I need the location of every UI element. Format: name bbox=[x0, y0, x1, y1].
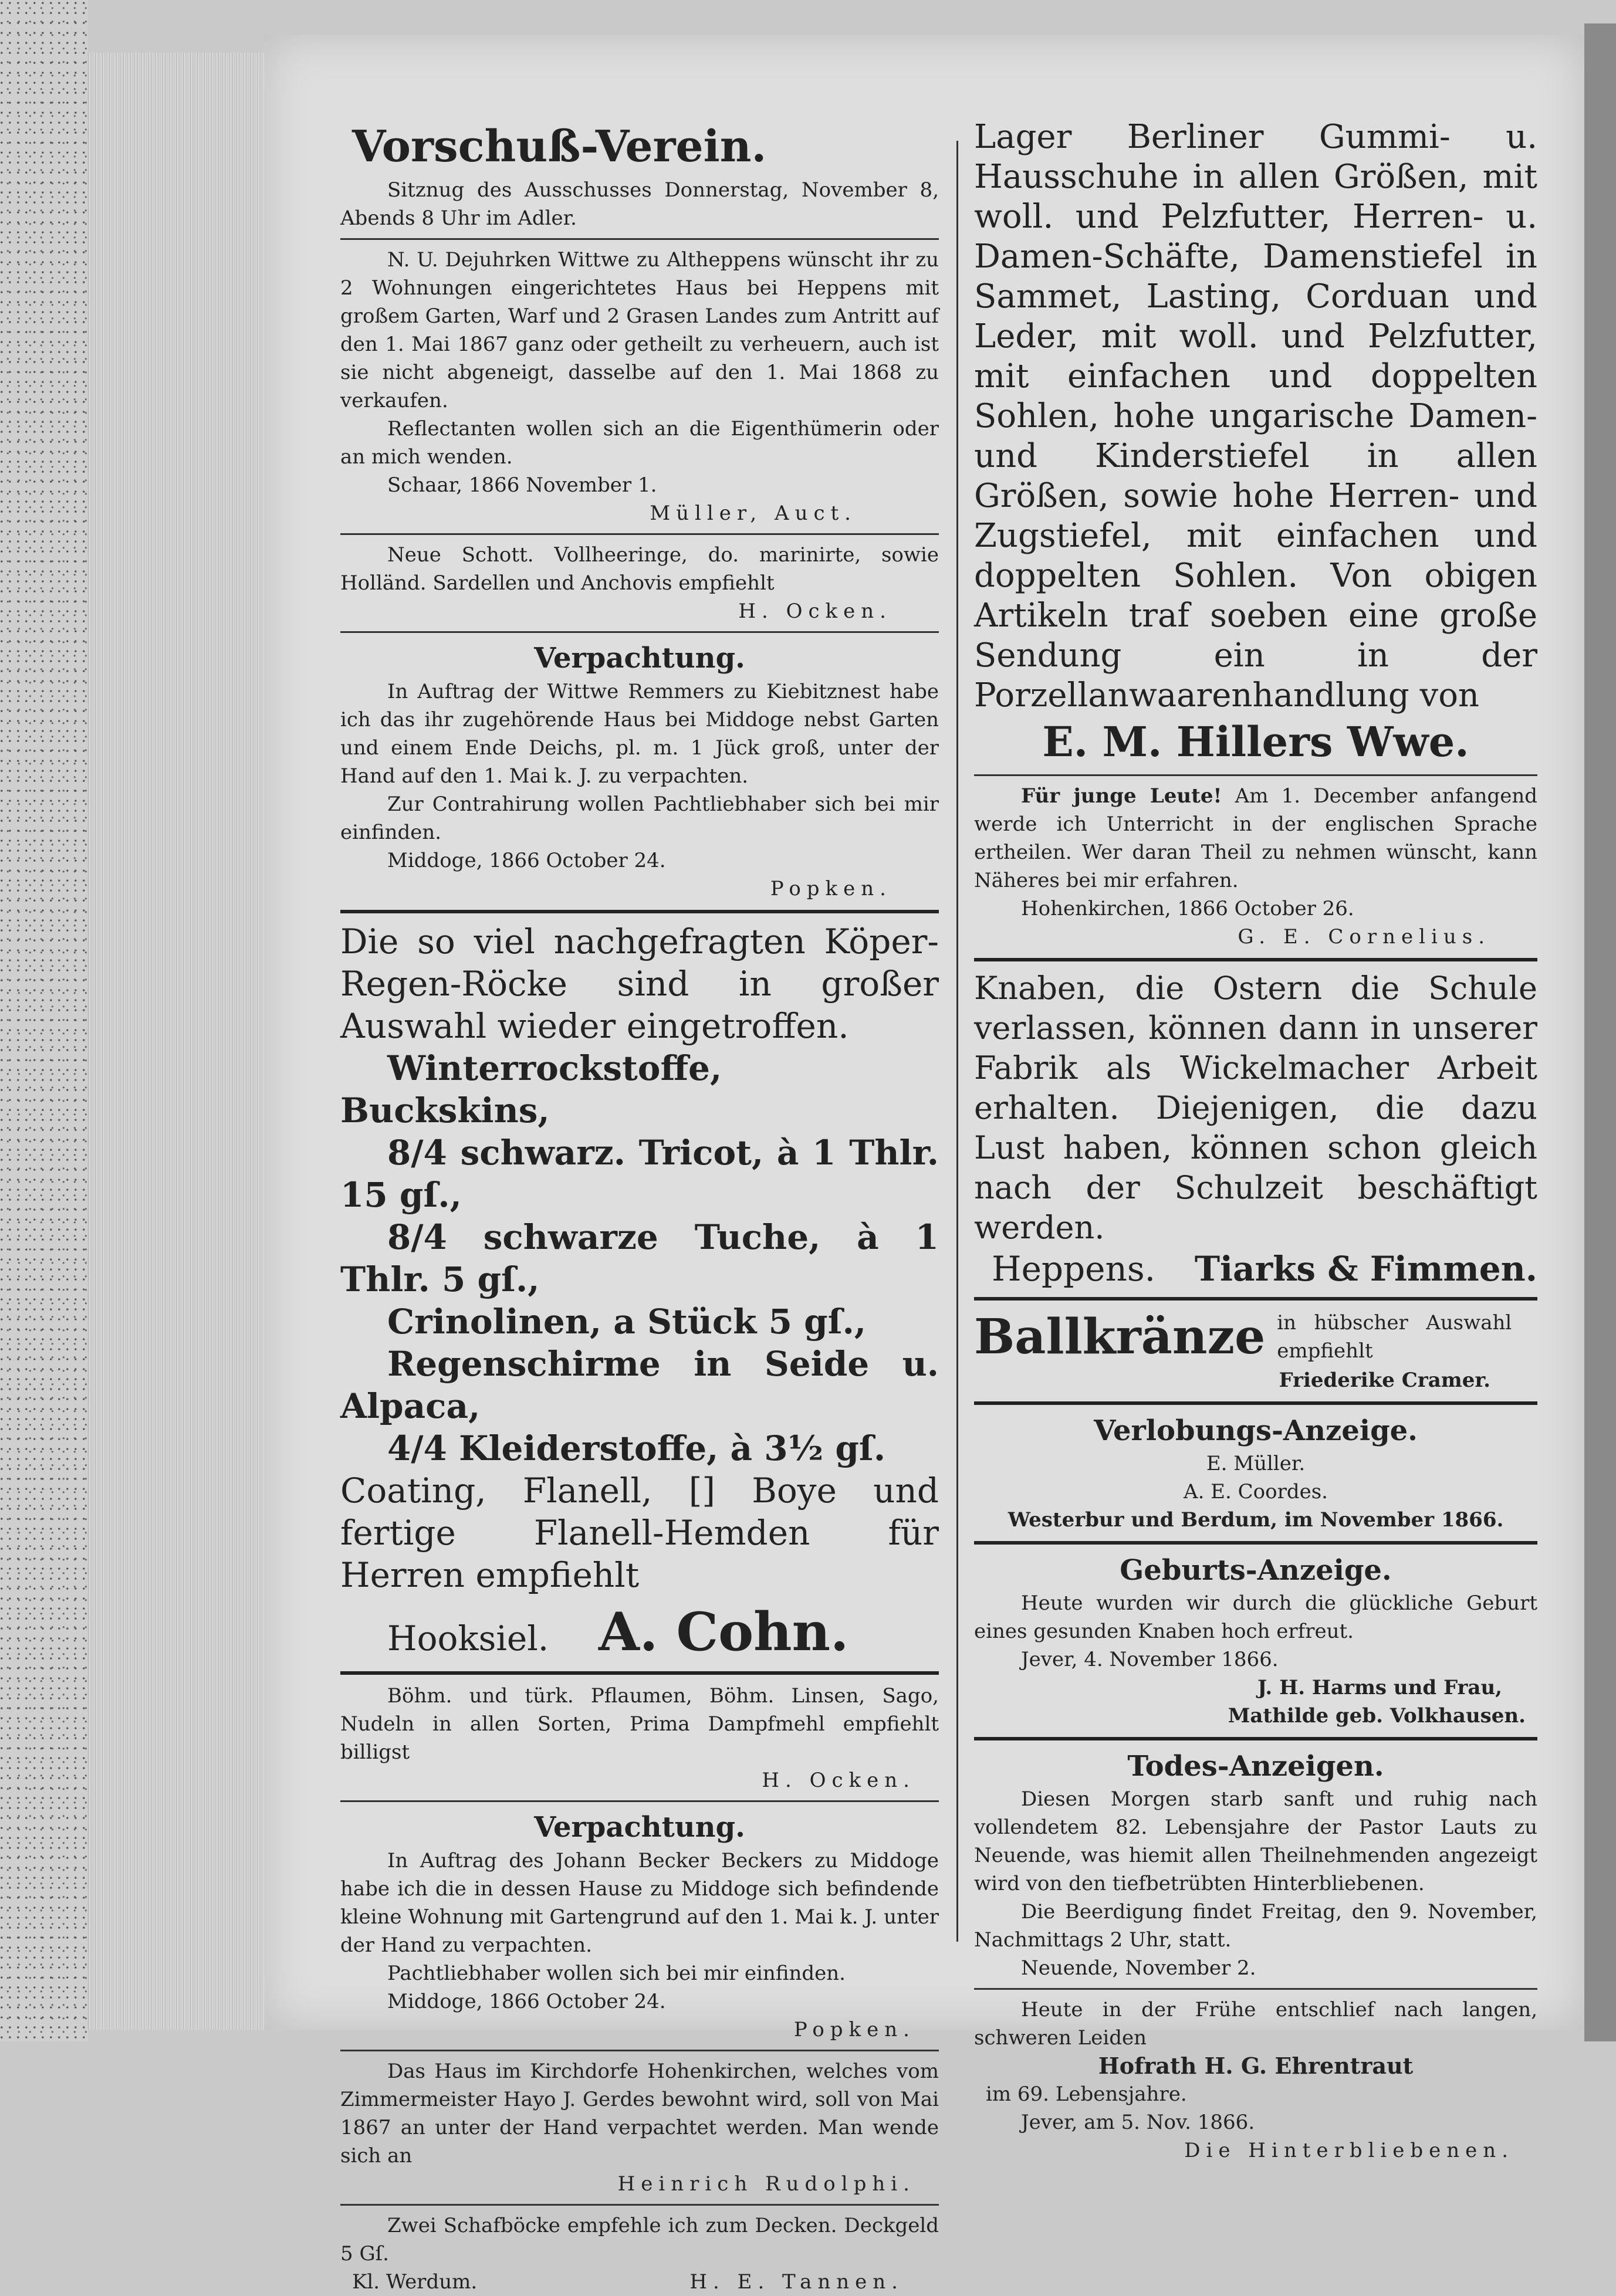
ad-text: In Auftrag des Johann Becker Beckers zu Middoge habe ich die in dessen Hause zu Middoge sich befindende kleine Wohnung mit Gartengrund auf den 1. Mai k. J. unter der Hand zu verpachten. bbox=[340, 1849, 939, 1957]
ad-text: Heute in der Frühe entschlief nach langen, schweren Leiden bbox=[974, 1998, 1537, 2050]
ad-place: Hooksiel. bbox=[387, 1618, 549, 1658]
ad-name: Hofrath H. G. Ehrentraut bbox=[1098, 2053, 1414, 2079]
right-column bbox=[974, 117, 1537, 2165]
divider bbox=[974, 958, 1537, 961]
ad-title: Ballkränze bbox=[974, 1309, 1266, 1365]
ad-signature: Heinrich Rudolphi. bbox=[617, 2172, 915, 2196]
ad-name: E. Müller. bbox=[1206, 1452, 1306, 1475]
ad-vorschuss bbox=[340, 117, 939, 232]
ad-text: Zur Contrahirung wollen Pachtliebhaber sich bei mir einfinden. bbox=[340, 793, 939, 844]
ad-place: Hohenkirchen, 1866 October 26. bbox=[1021, 897, 1354, 920]
ad-text: Heute wurden wir durch die glückliche Geburt eines gesunden Knaben hoch erfreut. bbox=[974, 1591, 1537, 1643]
column-divider bbox=[956, 141, 958, 1942]
ad-text: Lager Berliner Gummi- u. Hausschuhe in allen Größen, mit woll. und Pelzfutter, Herren- u. Damen-Schäfte, Damenstiefel in Sammet, Lasting, Corduan und Leder, mit woll. und Pelzfutter, mit einfachen und doppelten Sohlen, hohe ungarische Damen- und Kinderstiefel in allen Größen, sowie hohe Herren- und Zugstiefel, mit einfachen und doppelten Sohlen. Von obigen Artikeln traf soeben eine große Sendung ein in der Porzellanwaarenhandlung von bbox=[974, 118, 1537, 714]
ad-text bbox=[974, 782, 1537, 895]
divider bbox=[340, 533, 939, 535]
ad-text: Sitznug des Ausschusses Donnerstag, November 8, Abends 8 Uhr im Adler. bbox=[340, 178, 939, 230]
ad-line: Regenschirme in Seide u. Alpaca, bbox=[340, 1344, 939, 1426]
ad-footer bbox=[974, 1248, 1537, 1290]
ad-place: Schaar, 1866 November 1. bbox=[387, 473, 657, 497]
ad-signature: A. Cohn. bbox=[599, 1601, 849, 1663]
ad-title: Verpachtung. bbox=[534, 642, 745, 675]
ad-text: Die so viel nachgefragten Köper-Regen-Röcke sind in großer Auswahl wieder eingetroffen. bbox=[340, 922, 939, 1046]
ad-text: Neue Schott. Vollheeringe, do. marinirte, sowie Holländ. Sardellen und Anchovis empfiehlt bbox=[340, 543, 939, 595]
divider bbox=[340, 910, 939, 913]
ad-verpachtung-2 bbox=[340, 1808, 939, 2044]
ad-line: 8/4 schwarze Tuche, à 1 Thlr. 5 gſ., bbox=[340, 1217, 939, 1299]
ad-text: Reflectanten wollen sich an die Eigenthümerin oder an mich wenden. bbox=[340, 417, 939, 469]
ad-signature: Friederike Cramer. bbox=[1279, 1369, 1490, 1392]
ad-place: Westerbur und Berdum, im November 1866. bbox=[1008, 1508, 1504, 1532]
ad-ocken-pflaumen bbox=[340, 1682, 939, 1794]
ad-verlobung bbox=[974, 1412, 1537, 1534]
ad-place: Middoge, 1866 October 24. bbox=[387, 849, 666, 872]
ad-place: Heppens. bbox=[992, 1249, 1156, 1289]
ad-tiarks bbox=[974, 968, 1537, 1290]
ad-rudolphi bbox=[340, 2057, 939, 2198]
ad-side-text: in hübscher Auswahl empfiehlt bbox=[1277, 1311, 1512, 1363]
divider bbox=[974, 1737, 1537, 1740]
ad-signature: H. E. Tannen. bbox=[689, 2270, 904, 2294]
divider bbox=[974, 1541, 1537, 1545]
ad-text: Das Haus im Kirchdorfe Hohenkirchen, welches vom Zimmermeister Hayo J. Gerdes bewohnt wird, soll von Mai 1867 an unter der Hand verpachtet werden. Man wende sich an bbox=[340, 2060, 939, 2168]
ad-title: Vorschuß-Verein. bbox=[352, 121, 767, 172]
ad-text: Knaben, die Ostern die Schule verlassen, können dann in unserer Fabrik als Wickelmacher Arbeit erhalten. Diejenigen, die dazu Lust haben, können schon gleich nach der Schulzeit beschäftigt werden. bbox=[974, 970, 1537, 1246]
divider bbox=[340, 1800, 939, 1802]
ad-text: Die Beerdigung findet Freitag, den 9. November, Nachmittags 2 Uhr, statt. bbox=[974, 1900, 1537, 1952]
ad-name: Mathilde geb. Volkhausen. bbox=[1228, 1704, 1526, 1728]
divider bbox=[340, 2050, 939, 2051]
ad-footer bbox=[340, 2268, 939, 2296]
ad-line: Coating, Flanell, [] Boye und fertige Flanell-Hemden für Herren empfiehlt bbox=[340, 1471, 939, 1595]
ad-line: 4/4 Kleiderstoffe, à 3½ gſ. bbox=[387, 1428, 886, 1468]
divider bbox=[340, 631, 939, 633]
ad-header bbox=[974, 1308, 1537, 1366]
ad-text: Pachtliebhaber wollen sich bei mir einfinden. bbox=[387, 1962, 846, 1985]
ad-title: Verpachtung. bbox=[534, 1811, 745, 1844]
ad-signature: H. Ocken. bbox=[762, 1769, 915, 1792]
ad-geburt bbox=[974, 1552, 1537, 1730]
ad-cornelius bbox=[974, 782, 1537, 951]
book-edge bbox=[0, 0, 88, 2041]
ad-dejuhrken bbox=[340, 246, 939, 527]
ad-signature: E. M. Hillers Wwe. bbox=[1042, 717, 1469, 766]
ad-tannen bbox=[340, 2212, 939, 2296]
ad-line: Crinolinen, a Stück 5 gſ., bbox=[387, 1302, 867, 1342]
ad-line: 8/4 schwarz. Tricot, à 1 Thlr. 15 gſ., bbox=[340, 1133, 939, 1215]
divider bbox=[974, 1988, 1537, 1990]
ad-signature: Popken. bbox=[770, 877, 892, 900]
divider bbox=[974, 1297, 1537, 1301]
ad-footer bbox=[340, 1600, 939, 1664]
ad-signature: Tiarks & Fimmen. bbox=[1194, 1249, 1537, 1289]
ad-todes bbox=[974, 1748, 1537, 2165]
divider bbox=[340, 2204, 939, 2206]
ad-text: Böhm. und türk. Pflaumen, Böhm. Linsen, Sago, Nudeln in allen Sorten, Prima Dampfmehl empfiehlt billigst bbox=[340, 1684, 939, 1764]
ad-signature: H. Ocken. bbox=[738, 600, 892, 623]
ad-title: Geburts-Anzeige. bbox=[1120, 1554, 1392, 1587]
ad-line: Winterrockstoffe, Buckskins, bbox=[340, 1048, 722, 1130]
divider bbox=[974, 774, 1537, 776]
ad-hillers bbox=[974, 117, 1537, 768]
ad-text: Zwei Schafböcke empfehle ich zum Decken. Deckgeld 5 Gſ. bbox=[340, 2214, 939, 2265]
divider bbox=[340, 1671, 939, 1675]
ad-text: In Auftrag der Wittwe Remmers zu Kiebitznest habe ich das ihr zugehörende Haus bei Middoge nebst Garten und einem Ende Deichs, pl. m. 1 Jück groß, unter der Hand auf den 1. Mai k. J. zu verpachten. bbox=[340, 680, 939, 788]
ad-body: Am 1. December anfangend werde ich Unterricht in der englischen Sprache ertheilen. Wer daran Theil zu nehmen wünscht, kann Näheres bei mir erfahren. bbox=[974, 784, 1537, 892]
divider bbox=[340, 238, 939, 240]
left-column bbox=[340, 117, 939, 2296]
ad-name: J. H. Harms und Frau, bbox=[1257, 1676, 1502, 1699]
ad-title: Todes-Anzeigen. bbox=[1127, 1750, 1384, 1783]
ad-place: Neuende, November 2. bbox=[1021, 1956, 1256, 1980]
ad-cohn bbox=[340, 920, 939, 1664]
ad-place: Jever, am 5. Nov. 1866. bbox=[1021, 2111, 1255, 2134]
ad-text: N. U. Dejuhrken Wittwe zu Altheppens wünscht ihr zu 2 Wohnungen eingerichtetes Haus bei Heppens mit großem Garten, Warf und 2 Grasen Landes zum Antritt auf den 1. Mai 1867 ganz oder getheilt zu verheuern, auch ist sie nicht abgeneigt, dasselbe auf den 1. Mai 1868 zu verkaufen. bbox=[340, 248, 939, 412]
ad-title: Verlobungs-Anzeige. bbox=[1094, 1414, 1418, 1447]
ad-place: Middoge, 1866 October 24. bbox=[387, 1990, 666, 2013]
page-edge-right bbox=[1584, 23, 1616, 2041]
ad-ocken-heringe bbox=[340, 541, 939, 625]
ad-name: A. E. Coordes. bbox=[1184, 1480, 1328, 1503]
ad-place: Kl. Werdum. bbox=[352, 2270, 478, 2294]
divider bbox=[974, 1401, 1537, 1405]
page-stack bbox=[88, 53, 264, 2030]
ad-verpachtung-1 bbox=[340, 639, 939, 903]
ad-signature: G. E. Cornelius. bbox=[1238, 925, 1490, 949]
ad-place: Jever, 4. November 1866. bbox=[1021, 1648, 1279, 1671]
ad-signature: Popken. bbox=[793, 2018, 915, 2041]
ad-text: im 69. Lebensjahre. bbox=[986, 2082, 1187, 2106]
ad-lead: Für junge Leute! bbox=[1021, 784, 1222, 808]
ad-signature: Die Hinterbliebenen. bbox=[1184, 2139, 1514, 2162]
ad-text: Diesen Morgen starb sanft und ruhig nach vollendetem 82. Lebensjahre der Pastor Lauts zu Neuende, was hiemit allen Theilnehmenden angezeigt wird von den tiefbetrübten Hinterbliebenen. bbox=[974, 1787, 1537, 1895]
ad-cramer bbox=[974, 1308, 1537, 1394]
ad-signature: Müller, Auct. bbox=[650, 502, 857, 525]
